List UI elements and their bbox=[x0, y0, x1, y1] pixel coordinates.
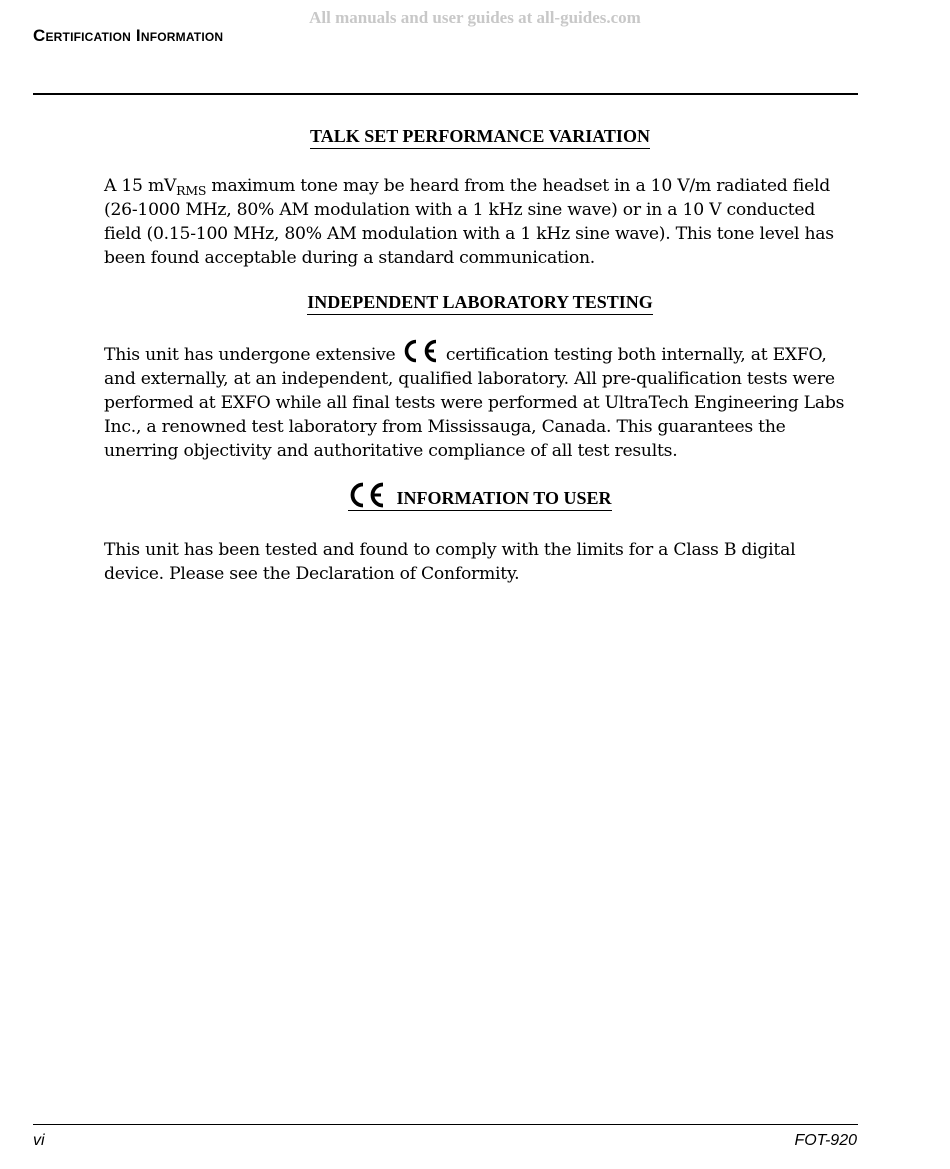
section-heading-text: INDEPENDENT LABORATORY TESTING bbox=[307, 292, 652, 315]
product-model: FOT-920 bbox=[794, 1132, 857, 1149]
section-heading-text: TALK SET PERFORMANCE VARIATION bbox=[310, 126, 650, 149]
section-heading-text bbox=[348, 482, 611, 511]
paragraph-information-to-user bbox=[104, 538, 856, 586]
running-header-title: Certification Information bbox=[33, 26, 224, 45]
section-heading-talk-set bbox=[104, 126, 856, 149]
paragraph-talk-set bbox=[104, 174, 856, 270]
rms-subscript: RMS bbox=[176, 183, 207, 198]
footer-rule bbox=[33, 1124, 858, 1125]
paragraph-text bbox=[104, 174, 856, 270]
page-number: vi bbox=[33, 1132, 45, 1149]
paragraph-text: This unit has been tested and found to comply with the limits for a Class B digital device. Please see the Declaration of Conformity. bbox=[104, 540, 796, 584]
lab-text-after-mark: certification testing both internally, at EXFO, and externally, at an independent, qualified laboratory. All pre-qualification tests were performed at EXFO while all final tests were performed at UltraTech Engineering Labs Inc., a renowned test laboratory from Mississauga, Canada. This guarantees the unerring objectivity and authoritative compliance of all test results. bbox=[104, 345, 845, 461]
watermark-text: All manuals and user guides at all-guides.com bbox=[309, 8, 641, 27]
header-rule bbox=[33, 93, 858, 95]
lab-text-before-mark: This unit has undergone extensive bbox=[104, 345, 401, 365]
paragraph-independent-lab bbox=[104, 339, 856, 463]
heading-label: INFORMATION TO USER bbox=[396, 488, 612, 508]
paragraph-text bbox=[104, 339, 856, 463]
tone-description-text: maximum tone may be heard from the headset in a 10 V/m radiated field (26-1000 MHz, 80% AM modulation with a 1 kHz sine wave) or in a 10 V conducted field (0.15-100 MHz, 80% AM modulation with a 1 kHz sine wave). This tone level has been found acceptable during a standard communication. bbox=[104, 176, 834, 268]
section-heading-independent-lab bbox=[104, 292, 856, 315]
section-heading-information-to-user bbox=[104, 482, 856, 511]
ce-mark-icon bbox=[348, 482, 388, 508]
ce-mark-icon bbox=[401, 339, 441, 363]
tone-lead-text: A 15 mV bbox=[104, 176, 177, 196]
